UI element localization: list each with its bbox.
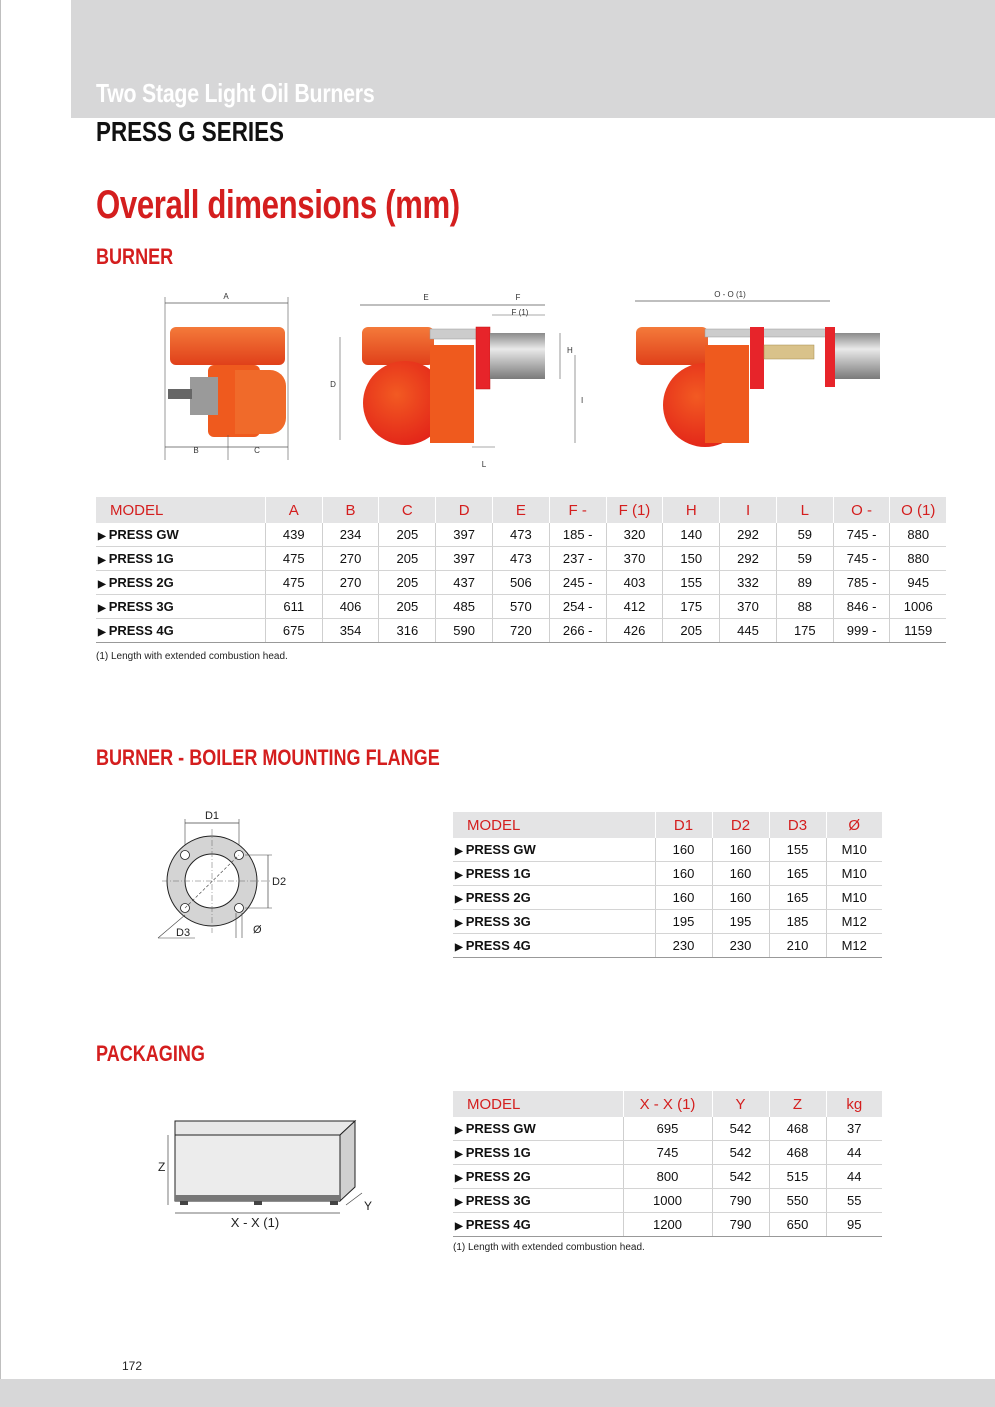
column-header: D2: [712, 812, 769, 838]
table-cell: 675: [265, 619, 322, 643]
triangle-bullet-icon: ▶: [98, 555, 106, 566]
table-cell: 237 -: [549, 547, 606, 571]
column-header: O (1): [890, 497, 946, 523]
table-cell: 485: [436, 595, 493, 619]
model-cell: ▶ PRESS 1G: [453, 862, 655, 886]
dim-label-y: Y: [364, 1199, 373, 1213]
table-cell: 165: [769, 862, 826, 886]
table-cell: 195: [712, 910, 769, 934]
table-cell: 165: [769, 886, 826, 910]
burner-side-view: [330, 293, 583, 469]
table-cell: 720: [493, 619, 550, 643]
table-cell: 370: [606, 547, 663, 571]
table-cell: 160: [655, 862, 712, 886]
dim-label-b: B: [193, 446, 199, 455]
table-row: [96, 523, 946, 547]
model-cell: ▶ PRESS GW: [96, 523, 265, 547]
table-cell: 245 -: [549, 571, 606, 595]
packaging-diagram: [150, 1105, 390, 1235]
packaging-footnote: (1) Length with extended combustion head.: [453, 1242, 645, 1253]
dim-label-z: Z: [158, 1160, 166, 1174]
model-cell: ▶ PRESS GW: [453, 838, 655, 862]
column-header: MODEL: [453, 1091, 623, 1117]
column-header: MODEL: [96, 497, 265, 523]
burner-open-view: [635, 290, 880, 447]
dim-label-i: I: [581, 396, 584, 405]
triangle-bullet-icon: ▶: [98, 531, 106, 542]
table-cell: 160: [712, 838, 769, 862]
model-cell: ▶ PRESS 3G: [453, 910, 655, 934]
table-cell: M10: [826, 886, 882, 910]
triangle-bullet-icon: ▶: [455, 846, 463, 857]
table-cell: 397: [436, 547, 493, 571]
column-header: Z: [769, 1091, 826, 1117]
table-cell: 316: [379, 619, 436, 643]
flange-dimensions-table: [453, 812, 882, 958]
column-header: E: [493, 497, 550, 523]
model-cell: ▶ PRESS 1G: [96, 547, 265, 571]
table-cell: 475: [265, 571, 322, 595]
table-cell: 880: [890, 547, 946, 571]
table-cell: 205: [379, 595, 436, 619]
table-cell: 160: [655, 838, 712, 862]
table-cell: 88: [776, 595, 833, 619]
table-cell: 1159: [890, 619, 946, 643]
table-cell: 354: [322, 619, 379, 643]
packaging-table: [453, 1091, 882, 1237]
table-cell: 515: [769, 1165, 826, 1189]
table-row: [453, 1117, 882, 1141]
table-cell: 44: [826, 1141, 882, 1165]
table-cell: 155: [769, 838, 826, 862]
table-cell: 370: [720, 595, 777, 619]
table-cell: 945: [890, 571, 946, 595]
table-cell: 473: [493, 523, 550, 547]
table-cell: 403: [606, 571, 663, 595]
table-cell: 266 -: [549, 619, 606, 643]
column-header: kg: [826, 1091, 882, 1117]
model-cell: ▶ PRESS 4G: [453, 934, 655, 958]
triangle-bullet-icon: ▶: [455, 1173, 463, 1184]
table-cell: 254 -: [549, 595, 606, 619]
table-cell: 175: [776, 619, 833, 643]
column-header: H: [663, 497, 720, 523]
dim-label-x: X - X (1): [230, 1215, 280, 1230]
table-header-row: [96, 497, 946, 523]
dim-label-phi: Ø: [253, 924, 262, 936]
burner-footnote: (1) Length with extended combustion head.: [96, 651, 288, 662]
table-cell: 542: [712, 1117, 769, 1141]
table-cell: M10: [826, 862, 882, 886]
header-subtitle: Two Stage Light Oil Burners: [96, 78, 375, 108]
column-header: O -: [833, 497, 890, 523]
table-row: [453, 862, 882, 886]
burner-diagram: [150, 285, 890, 475]
table-cell: 89: [776, 571, 833, 595]
table-header-row: [453, 812, 882, 838]
dim-label-o: O - O (1): [714, 290, 746, 299]
footer-band: [0, 1379, 995, 1407]
table-cell: 999 -: [833, 619, 890, 643]
page-edge: [0, 0, 1, 1407]
table-cell: 412: [606, 595, 663, 619]
dim-label-f: F: [515, 293, 521, 302]
triangle-bullet-icon: ▶: [98, 579, 106, 590]
model-cell: ▶ PRESS 1G: [453, 1141, 623, 1165]
table-cell: 397: [436, 523, 493, 547]
dim-label-a: A: [223, 292, 229, 301]
table-row: [453, 1213, 882, 1237]
model-cell: ▶ PRESS 4G: [96, 619, 265, 643]
column-header: D3: [769, 812, 826, 838]
table-row: [96, 571, 946, 595]
table-row: [96, 547, 946, 571]
column-header: B: [322, 497, 379, 523]
triangle-bullet-icon: ▶: [455, 942, 463, 953]
column-header: F -: [549, 497, 606, 523]
triangle-bullet-icon: ▶: [455, 1197, 463, 1208]
table-cell: 745: [623, 1141, 712, 1165]
table-cell: 745 -: [833, 523, 890, 547]
table-cell: 650: [769, 1213, 826, 1237]
triangle-bullet-icon: ▶: [455, 918, 463, 929]
table-cell: 437: [436, 571, 493, 595]
column-header: MODEL: [453, 812, 655, 838]
column-header: D: [436, 497, 493, 523]
burner-dimensions-table: [96, 497, 946, 643]
dim-label-d: D: [330, 380, 336, 389]
table-row: [453, 1189, 882, 1213]
column-header: A: [265, 497, 322, 523]
table-cell: 210: [769, 934, 826, 958]
page-number: 172: [122, 1359, 143, 1373]
section-title-packaging: PACKAGING: [96, 1041, 205, 1066]
triangle-bullet-icon: ▶: [455, 1221, 463, 1232]
model-cell: ▶ PRESS 2G: [96, 571, 265, 595]
table-cell: 44: [826, 1165, 882, 1189]
model-cell: ▶ PRESS 3G: [96, 595, 265, 619]
dim-label-d3: D3: [176, 927, 191, 939]
table-cell: 570: [493, 595, 550, 619]
section-title-burner: BURNER: [96, 244, 174, 269]
table-cell: 292: [720, 547, 777, 571]
table-cell: 205: [379, 571, 436, 595]
dim-label-d1: D1: [204, 810, 220, 822]
column-header: L: [776, 497, 833, 523]
table-cell: 468: [769, 1117, 826, 1141]
table-cell: 230: [712, 934, 769, 958]
table-cell: 37: [826, 1117, 882, 1141]
table-cell: 205: [663, 619, 720, 643]
table-header-row: [453, 1091, 882, 1117]
table-cell: M12: [826, 934, 882, 958]
table-cell: 785 -: [833, 571, 890, 595]
triangle-bullet-icon: ▶: [455, 894, 463, 905]
model-cell: ▶ PRESS 4G: [453, 1213, 623, 1237]
table-cell: 542: [712, 1165, 769, 1189]
table-cell: 445: [720, 619, 777, 643]
triangle-bullet-icon: ▶: [455, 1149, 463, 1160]
table-cell: 155: [663, 571, 720, 595]
column-header: D1: [655, 812, 712, 838]
table-cell: 140: [663, 523, 720, 547]
table-row: [96, 619, 946, 643]
table-cell: 292: [720, 523, 777, 547]
table-cell: 790: [712, 1189, 769, 1213]
table-cell: 185: [769, 910, 826, 934]
triangle-bullet-icon: ▶: [98, 603, 106, 614]
table-cell: 150: [663, 547, 720, 571]
table-cell: 234: [322, 523, 379, 547]
triangle-bullet-icon: ▶: [455, 1125, 463, 1136]
table-row: [453, 910, 882, 934]
model-cell: ▶ PRESS GW: [453, 1117, 623, 1141]
model-cell: ▶ PRESS 2G: [453, 1165, 623, 1189]
table-cell: 439: [265, 523, 322, 547]
table-cell: 270: [322, 571, 379, 595]
triangle-bullet-icon: ▶: [98, 627, 106, 638]
table-cell: 846 -: [833, 595, 890, 619]
table-cell: 475: [265, 547, 322, 571]
table-cell: 800: [623, 1165, 712, 1189]
dim-label-f1: F (1): [511, 308, 529, 317]
table-cell: 332: [720, 571, 777, 595]
table-row: [453, 934, 882, 958]
table-cell: 468: [769, 1141, 826, 1165]
table-cell: 59: [776, 547, 833, 571]
table-row: [96, 595, 946, 619]
table-cell: 270: [322, 547, 379, 571]
triangle-bullet-icon: ▶: [455, 870, 463, 881]
dim-label-d2: D2: [272, 876, 287, 888]
table-cell: 1006: [890, 595, 946, 619]
table-cell: 205: [379, 523, 436, 547]
table-cell: 320: [606, 523, 663, 547]
column-header: Y: [712, 1091, 769, 1117]
model-cell: ▶ PRESS 3G: [453, 1189, 623, 1213]
table-cell: 790: [712, 1213, 769, 1237]
column-header: F (1): [606, 497, 663, 523]
table-row: [453, 886, 882, 910]
table-cell: 406: [322, 595, 379, 619]
dim-label-c: C: [254, 446, 260, 455]
table-cell: 160: [712, 862, 769, 886]
table-cell: 426: [606, 619, 663, 643]
table-cell: 1200: [623, 1213, 712, 1237]
table-cell: 611: [265, 595, 322, 619]
table-cell: 95: [826, 1213, 882, 1237]
column-header: C: [379, 497, 436, 523]
dim-label-h: H: [567, 346, 573, 355]
column-header: Ø: [826, 812, 882, 838]
model-cell: ▶ PRESS 2G: [453, 886, 655, 910]
table-row: [453, 1165, 882, 1189]
burner-front-view: [165, 292, 288, 460]
table-cell: 205: [379, 547, 436, 571]
table-cell: 175: [663, 595, 720, 619]
table-cell: 185 -: [549, 523, 606, 547]
table-cell: 55: [826, 1189, 882, 1213]
table-cell: 745 -: [833, 547, 890, 571]
series-title: PRESS G SERIES: [96, 116, 284, 147]
section-title-flange: BURNER - BOILER MOUNTING FLANGE: [96, 745, 440, 770]
table-cell: 506: [493, 571, 550, 595]
table-cell: 590: [436, 619, 493, 643]
table-cell: 160: [655, 886, 712, 910]
page-title: Overall dimensions (mm): [96, 183, 460, 227]
table-cell: M12: [826, 910, 882, 934]
table-cell: 473: [493, 547, 550, 571]
table-cell: 880: [890, 523, 946, 547]
column-header: I: [720, 497, 777, 523]
dim-label-l: L: [481, 460, 487, 469]
table-cell: 695: [623, 1117, 712, 1141]
dim-label-e: E: [423, 293, 429, 302]
table-cell: 550: [769, 1189, 826, 1213]
column-header: X - X (1): [623, 1091, 712, 1117]
table-cell: 160: [712, 886, 769, 910]
table-cell: 59: [776, 523, 833, 547]
table-row: [453, 1141, 882, 1165]
table-cell: 195: [655, 910, 712, 934]
table-cell: 230: [655, 934, 712, 958]
table-cell: 542: [712, 1141, 769, 1165]
flange-diagram: [150, 805, 300, 940]
table-cell: M10: [826, 838, 882, 862]
table-cell: 1000: [623, 1189, 712, 1213]
table-row: [453, 838, 882, 862]
